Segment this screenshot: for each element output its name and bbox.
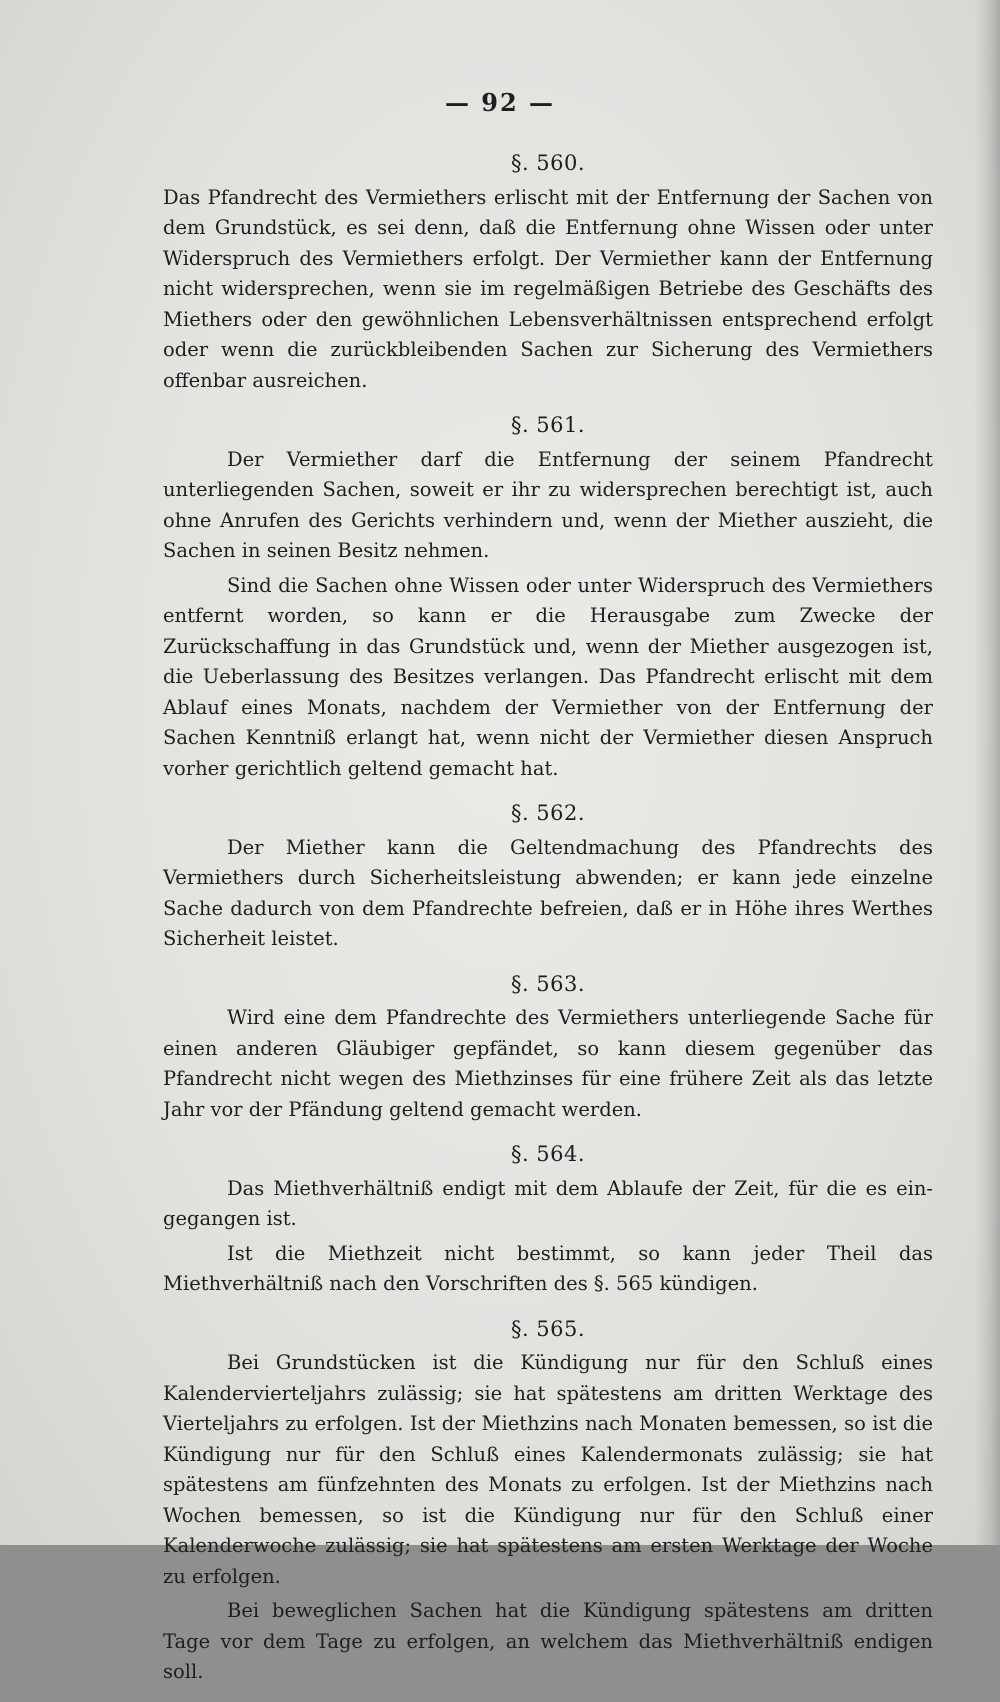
section-heading: §. 562.: [510, 801, 586, 825]
section-560: [163, 148, 933, 396]
paragraph: Der Miether kann die Geltendmachung des Pfandrechts des Vermiethers durch Sicherheitsleistung abwenden; er kann jede einzelne Sache dadurch von dem Pfandrechte befreien, daß er in Höhe ihres Werthes Sicherheit leistet.: [163, 835, 933, 950]
section-562: [163, 798, 933, 955]
paragraph: Wird eine dem Pfandrechte des Vermiethers unterliegende Sache für einen anderen Gläubiger gepfändet, so kann diesem gegenüber das Pfandrecht nicht wegen des Miethzinses für eine frühere Zeit als das letzte Jahr vor der Pfändung geltend gemacht werden.: [163, 1006, 933, 1121]
section-heading: §. 563.: [510, 971, 586, 996]
page-edge-shadow: [974, 0, 1000, 1545]
paragraph: Der Vermiether darf die Entfernung der seinem Pfandrecht unterliegenden Sachen, soweit er ihr zu widersprechen berechtigt ist, auch ohne Anrufen des Gerichts verhindern und, wenn der Miether auszieht, die Sachen in seinen Besitz nehmen.: [163, 447, 933, 562]
paragraph: Sind die Sachen ohne Wissen oder unter Widerspruch des Vermiethers entfernt worden, so kann er die Herausgabe zum Zwecke der Zurückschaffung in das Grundstück und, wenn der Miether ausgezogen ist, die Ueberlassung des Besitzes verlangen. Das Pfandrecht erlischt mit dem Ablauf eines Monats, nachdem der Vermiether von der Entfernung der Sachen Kenntniß erlangt hat, wenn nicht der Vermiether diesen Anspruch vorher gerichtlich geltend gemacht hat.: [163, 573, 933, 780]
paragraph: Das Miethverhältniß endigt mit dem Ablaufe der Zeit, für die es eingegangen ist.: [163, 1176, 933, 1230]
paragraph: Ist die Miethzeit nicht bestimmt, so kann jeder Theil das Miethverhältniß nach den Vorschriften des §. 565 kündigen.: [163, 1241, 933, 1295]
section-heading: §. 560.: [510, 151, 586, 175]
section-561: [163, 410, 933, 784]
section-563: [163, 969, 933, 1126]
section-564: [163, 1139, 933, 1300]
section-heading: §. 564.: [510, 1142, 586, 1166]
paragraph: Bei beweglichen Sachen hat die Kündigung spätestens am dritten Tage vor dem Tage zu erfolgen, an welchem das Miethverhältniß endigen soll.: [163, 1599, 933, 1683]
section-heading: §. 565.: [510, 1316, 586, 1341]
paragraph: Bei Grundstücken ist die Kündigung nur für den Schluß eines Kalendervierteljahrs zulässig; sie hat spätestens am dritten Werktage des Vierteljahrs zu erfolgen. Ist der Miethzins nach Monaten bemessen, so ist die Kündigung nur für den Schluß eines Kalendermonats zulässig; sie hat spätestens am fünfzehnten des Monats zu erfolgen. Ist der Miethzins nach Wochen bemessen, so ist die Kündigung nur für den Schluß einer Kalenderwoche zulässig; sie hat spätestens am ersten Werktage der Woche zu erfolgen.: [163, 1351, 933, 1588]
section-heading: §. 561.: [510, 413, 586, 437]
page-content: [163, 146, 933, 1702]
page-number: — 92 —: [444, 88, 556, 117]
paragraph: Das Pfandrecht des Vermiethers erlischt mit der Entfernung der Sachen von dem Grundstück, es sei denn, daß die Entfernung ohne Wissen oder unter Widerspruch des Vermiethers erfolgt. Der Vermiether kann der Entfernung nicht widersprechen, wenn sie im regelmäßigen Betriebe des Geschäfts des Miethers oder den gewöhnlichen Lebensverhältnissen entsprechend erfolgt oder wenn die zurückbleibenden Sachen zur Sicherung des Vermiethers offenbar ausreichen.: [163, 185, 933, 392]
section-565: [163, 1314, 933, 1688]
